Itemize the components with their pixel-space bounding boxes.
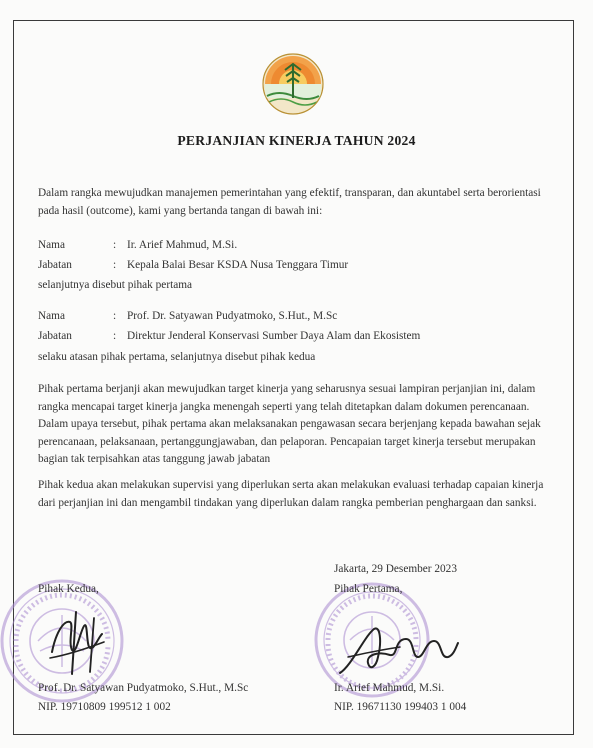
signature-right	[334, 617, 462, 681]
first-party-name: Ir. Arief Mahmud, M.Si.	[127, 239, 238, 251]
second-party-name: Prof. Dr. Satyawan Pudyatmoko, S.Hut., M.Sc	[127, 310, 338, 322]
first-party-name-row	[38, 239, 237, 251]
first-party-nip: NIP. 19671130 199403 1 004	[334, 701, 467, 713]
signature-left	[42, 602, 112, 678]
second-party-position: Direktur Jenderal Konservasi Sumber Daya Alam dan Ekosistem	[127, 330, 421, 342]
colon: :	[113, 310, 117, 322]
position-label: Jabatan	[38, 330, 72, 342]
position-label: Jabatan	[38, 259, 72, 271]
first-party-position-row	[38, 259, 348, 271]
place-date: Jakarta, 29 Desember 2023	[334, 563, 457, 575]
ministry-logo	[261, 52, 325, 116]
second-party-signature-role: Pihak Kedua,	[38, 583, 99, 595]
colon: :	[113, 259, 117, 271]
first-party-signature-role: Pihak Pertama,	[334, 583, 403, 595]
second-party-position-row	[38, 330, 420, 342]
commitment-paragraph: Pihak pertama berjanji akan mewujudkan target kinerja yang seharusnya sesuai lampiran perjanjian ini, dalam rangka mencapai target kinerja jangka menengah seperti yang telah ditetapkan dalam dokumen perencanaan. Dalam upaya tersebut, pihak pertama akan melaksanakan pengawasan secara berjenjang kepada bawahan sejak perencanaan, pelaksanaan, pertanggungjawaban, dan pelaporan. Pencapaian target kinerja tersebut merupakan bagian tak terpisahkan atas tanggung jawab jabatan	[38, 383, 541, 466]
intro-paragraph: Dalam rangka mewujudkan manajemen pemerintahan yang efektif, transparan, dan akuntabel serta berorientasi pada hasil (outcome), kami yang bertanda tangan di bawah ini:	[38, 187, 541, 217]
first-party-position: Kepala Balai Besar KSDA Nusa Tenggara Timur	[127, 259, 349, 271]
second-party-nip: NIP. 19710809 199512 1 002	[38, 701, 171, 713]
colon: :	[113, 330, 117, 342]
second-party-note: selaku atasan pihak pertama, selanjutnya disebut pihak kedua	[38, 351, 316, 363]
supervision-paragraph: Pihak kedua akan melakukan supervisi yang diperlukan serta akan melakukan evaluasi terhadap capaian kinerja dari perjanjian ini dan mengambil tindakan yang diperlukan dalam rangka pemberian penghargaan dan sanksi.	[38, 479, 544, 509]
document-title: PERJANJIAN KINERJA TAHUN 2024	[177, 133, 416, 148]
name-label: Nama	[38, 239, 65, 251]
name-label: Nama	[38, 310, 65, 322]
first-party-signatory-name: Ir. Arief Mahmud, M.Si.	[334, 682, 445, 694]
second-party-signatory-name: Prof. Dr. Satyawan Pudyatmoko, S.Hut., M.Sc	[38, 682, 249, 694]
colon: :	[113, 239, 117, 251]
second-party-name-row	[38, 310, 337, 322]
first-party-note: selanjutnya disebut pihak pertama	[38, 279, 193, 291]
